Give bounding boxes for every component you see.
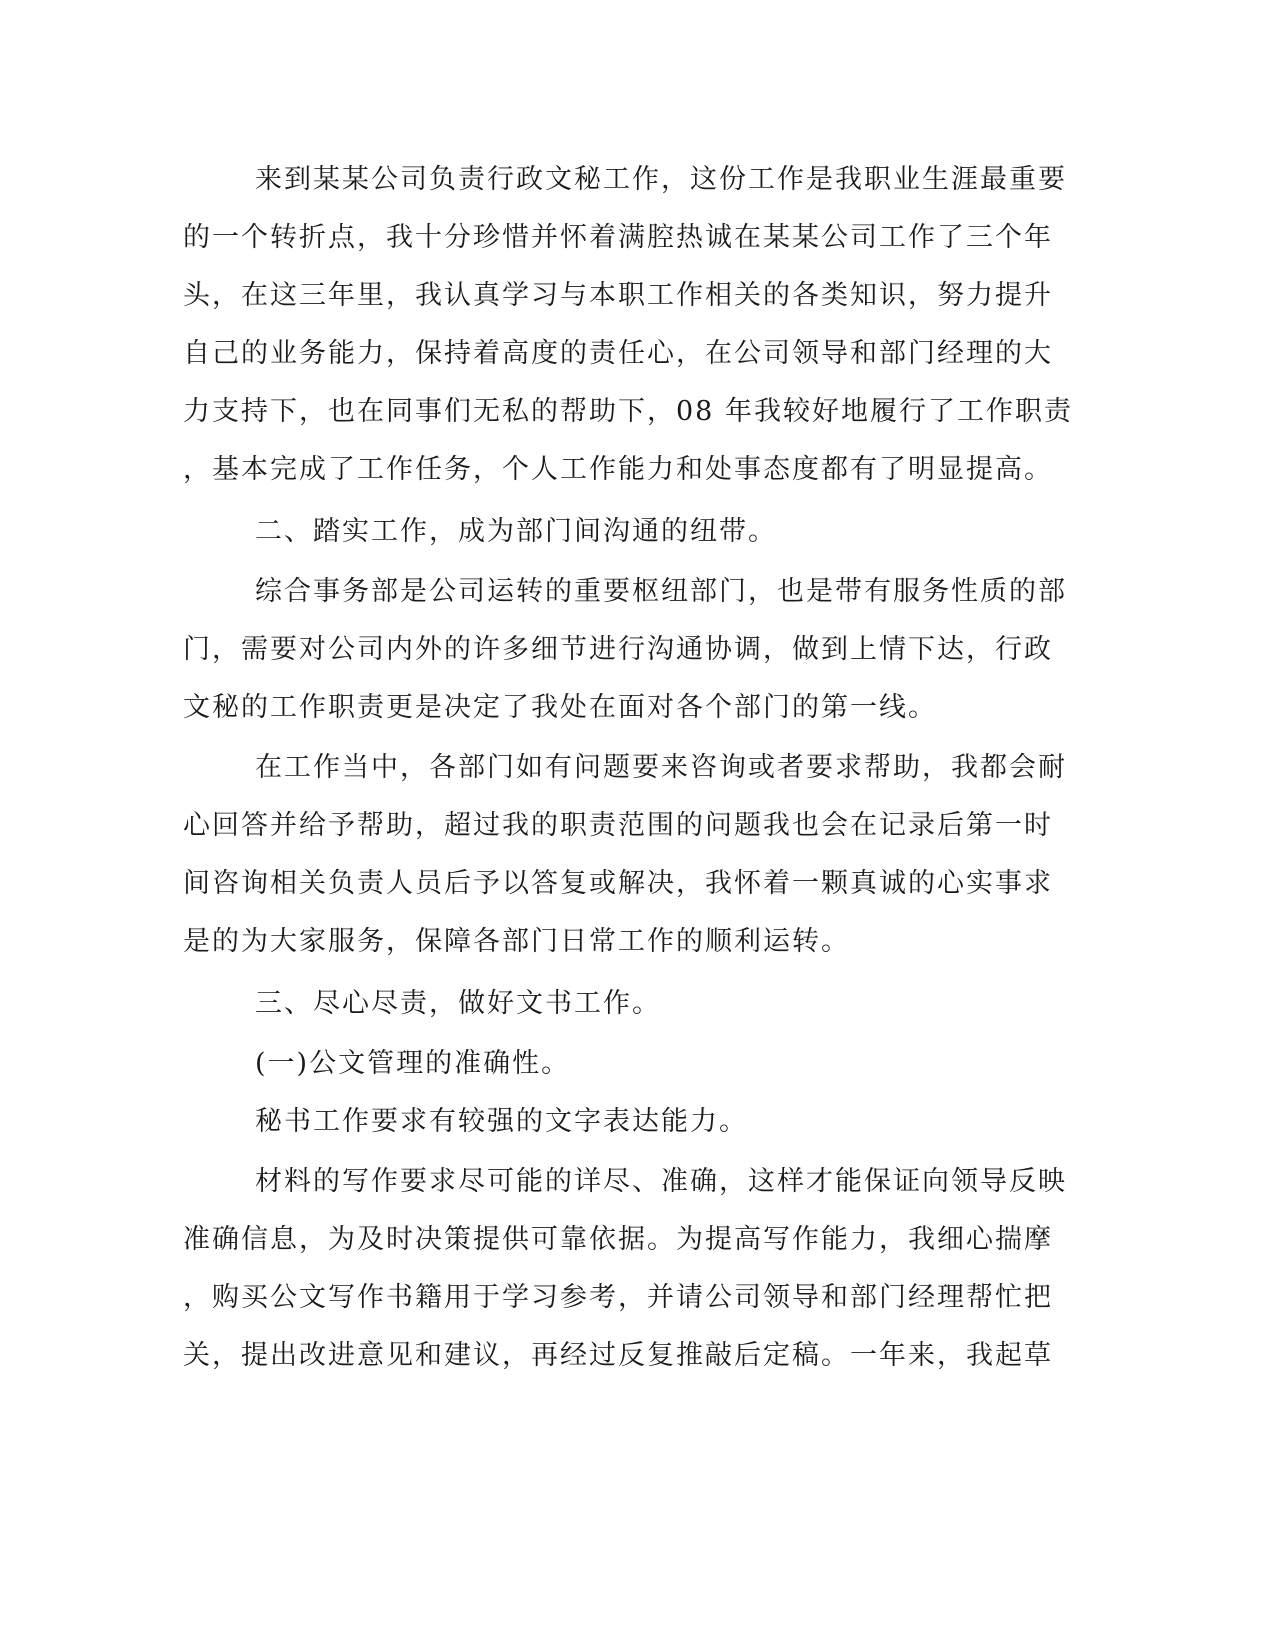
section-heading: 三、尽心尽责，做好文书工作。	[255, 988, 661, 1019]
paragraph-line: 间咨询相关负责人员后予以答复或解决，我怀着一颗真诚的心实事求	[183, 868, 1053, 899]
paragraph-line: 自己的业务能力，保持着高度的责任心，在公司领导和部门经理的大	[183, 338, 1053, 369]
subsection-heading: (一)公文管理的准确性。	[255, 1048, 571, 1079]
paragraph-line: 头，在这三年里，我认真学习与本职工作相关的各类知识，努力提升	[183, 280, 1053, 311]
paragraph-line: 材料的写作要求尽可能的详尽、准确，这样才能保证向领导反映	[255, 1166, 1067, 1197]
paragraph-line: 在工作当中，各部门如有问题要来咨询或者要求帮助，我都会耐	[255, 752, 1067, 783]
paragraph-line: 综合事务部是公司运转的重要枢纽部门，也是带有服务性质的部	[255, 576, 1067, 607]
section-heading: 二、踏实工作，成为部门间沟通的纽带。	[255, 516, 777, 547]
paragraph-line: 力支持下，也在同事们无私的帮助下，08 年我较好地履行了工作职责	[183, 396, 1073, 427]
paragraph-line: ，基本完成了工作任务，个人工作能力和处事态度都有了明显提高。	[183, 454, 1053, 485]
paragraph-line: ，购买公文写作书籍用于学习参考，并请公司领导和部门经理帮忙把	[183, 1282, 1053, 1313]
paragraph-line: 的一个转折点，我十分珍惜并怀着满腔热诚在某某公司工作了三个年	[183, 222, 1053, 253]
paragraph-line: 门，需要对公司内外的许多细节进行沟通协调，做到上情下达，行政	[183, 634, 1053, 665]
paragraph-line: 秘书工作要求有较强的文字表达能力。	[255, 1106, 748, 1137]
paragraph-line: 文秘的工作职责更是决定了我处在面对各个部门的第一线。	[183, 692, 937, 723]
paragraph-line: 关，提出改进意见和建议，再经过反复推敲后定稿。一年来，我起草	[183, 1340, 1053, 1371]
paragraph-line: 是的为大家服务，保障各部门日常工作的顺利运转。	[183, 926, 850, 957]
paragraph-line: 准确信息，为及时决策提供可靠依据。为提高写作能力，我细心揣摩	[183, 1224, 1053, 1255]
paragraph-line: 来到某某公司负责行政文秘工作，这份工作是我职业生涯最重要	[255, 164, 1067, 195]
paragraph-line: 心回答并给予帮助，超过我的职责范围的问题我也会在记录后第一时	[183, 810, 1053, 841]
